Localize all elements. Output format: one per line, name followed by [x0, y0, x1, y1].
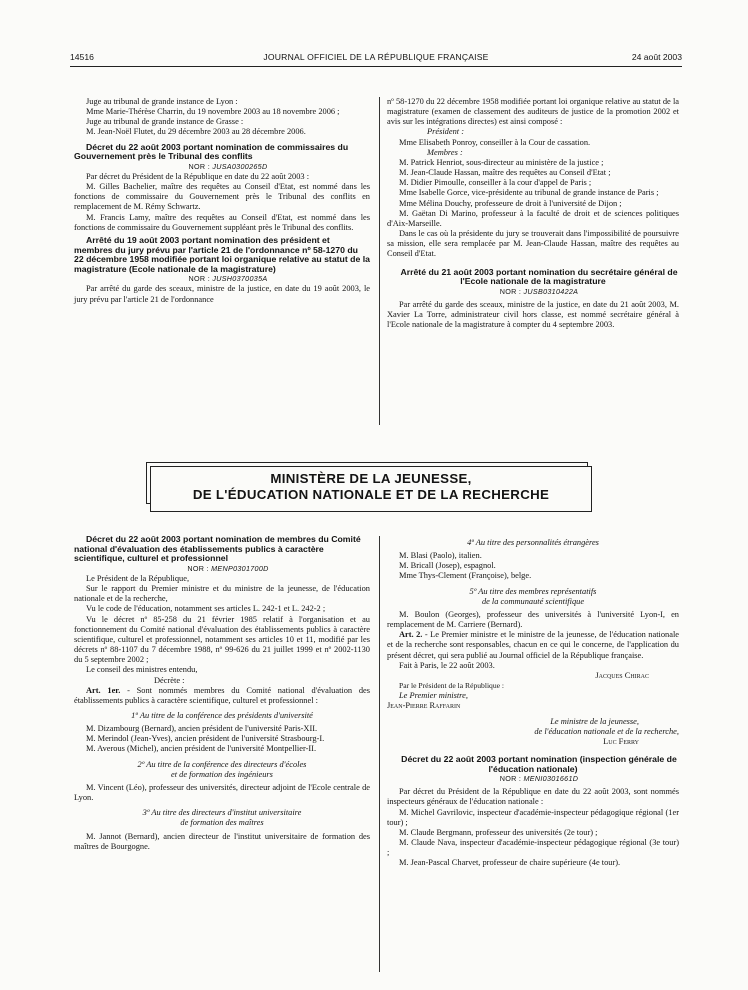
signature-raffarin: Jean-Pierre Raffarin — [387, 701, 461, 711]
label-president: Président : — [427, 127, 464, 137]
member-line: Mme Mélina Douchy, professeure de droit à l'université de Dijon ; — [399, 198, 622, 208]
nor-reference: NOR : MENP0301700D — [187, 563, 269, 573]
decree-title: Décret du 22 août 2003 portant nomination de membres du Comité national d'évaluation des établissements publics à caractère scientifique, culturel et professionnel — [74, 534, 361, 564]
member-line: M. Bricall (Josep), espagnol. — [399, 561, 496, 571]
member-line: M. Boulon (Georges), professeur des universités à l'université Lyon-I, en remplacement de M. Carriere (Bernard). — [387, 609, 679, 630]
paragraph: Par arrêté du garde des sceaux, ministre de la justice, en date du 21 août 2003, M. Xavier La Torre, administrateur civil hors classe, est nommé secrétaire général à l'Ecole nationale de la magistrature à compter du 4 septembre 2003. — [387, 299, 679, 330]
section-heading: 1º Au titre de la conférence des présidents d'université — [131, 710, 313, 720]
member-line: M. Jean-Claude Hassan, maître des requêtes au Conseil d'Etat ; — [399, 168, 611, 178]
premier-ministre-title: Le Premier ministre, — [399, 691, 468, 701]
decree-title: Arrêté du 19 août 2003 portant nomination des président et membres du jury prévu par l'article 21 de l'ordonnance nº 58-1270 du 22 décembre 1958 modifiée portant loi organique relative au statut de la magistrature (Ecole nationale de la magistrature) — [74, 234, 370, 274]
issue-date: 24 août 2003 — [631, 52, 682, 62]
text-line: Mme Marie-Thérèse Charrin, du 19 novembre 2003 au 18 novembre 2006 ; — [86, 107, 340, 117]
decree-title: Décret du 22 août 2003 portant nomination (inspection générale de l'éducation nationale) — [401, 753, 677, 774]
paragraph: Le Président de la République, — [86, 573, 190, 583]
top-left-column — [74, 97, 370, 305]
ministre-title-1: Le ministre de la jeunesse, — [550, 716, 639, 726]
member-line: M. Merindol (Jean-Yves), ancien président de l'université Strasbourg-I. — [86, 734, 325, 744]
paragraph: Vu le décret nº 85-258 du 21 février 1985 relatif à l'organisation et au fonctionnement du Comité national d'évaluation des établissements publics à caractère scientifique, culturel et professionnel, notamment ses articles 10 et 11, modifié par les décrets nº 88-1107 du 7 décembre 1988, nº 99-626 du 21 juillet 1999 et nº 2002-1130 du 5 septembre 2002 ; — [74, 614, 370, 665]
bottom-right-column — [387, 538, 679, 869]
ministry-line-1: MINISTÈRE DE LA JEUNESSE, — [270, 471, 472, 486]
section-heading: de la communauté scientifique — [481, 596, 585, 606]
member-line: M. Averous (Michel), ancien président de l'université Montpellier-II. — [86, 744, 317, 754]
article-2: Art. 2. - Le Premier ministre et le ministre de la jeunesse, de l'éducation nationale et de la recherche sont responsables, chacun en ce qui le concerne, de l'application du présent décret, qui sera publié au Journal officiel de la République française. — [387, 630, 679, 660]
decrete: Décrète : — [154, 675, 185, 685]
page-number: 14516 — [70, 52, 94, 62]
paragraph: Par arrêté du garde des sceaux, ministre de la justice, en date du 19 août 2003, le jury prévu par l'article 21 de l'ordonnance — [74, 284, 370, 304]
section-heading: de formation des maîtres — [180, 818, 264, 828]
decree-title: Décret du 22 août 2003 portant nomination de commissaires du Gouvernement près le Tribunal des conflits — [74, 141, 349, 162]
member-line: Mme Isabelle Gorce, vice-présidente au tribunal de grande instance de Paris ; — [399, 188, 659, 198]
section-heading: 4º Au titre des personnalités étrangères — [467, 538, 599, 547]
section-heading: 2º Au titre de la conférence des directeurs d'écoles — [137, 759, 307, 769]
member-line: M. Jannot (Bernard), ancien directeur de l'institut universitaire de formation des maîtres de Bourgogne. — [74, 831, 370, 851]
decree-title: Arrêté du 21 août 2003 portant nomination du secrétaire général de l'Ecole nationale de la magistrature — [400, 266, 678, 287]
section-heading: et de formation des ingénieurs — [171, 769, 273, 779]
signature-chirac: Jacques Chirac — [595, 670, 649, 680]
header-rule — [70, 66, 682, 67]
journal-title: JOURNAL OFFICIEL DE LA RÉPUBLIQUE FRANÇAISE — [263, 52, 489, 62]
member-line: M. Claude Nava, inspecteur d'académie-inspecteur pédagogique régional (3e tour) ; — [387, 838, 679, 858]
column-divider-bottom — [379, 536, 380, 972]
ministry-line-2: DE L'ÉDUCATION NATIONALE ET DE LA RECHERCHE — [192, 487, 550, 502]
fait-a-paris: Fait à Paris, le 22 août 2003. — [399, 660, 495, 670]
article-1: Art. 1er. - Sont nommés membres du Comité national d'évaluation des établissements publics à caractère scientifique, culturel et professionnel : — [74, 685, 371, 705]
paragraph: Par décret du Président de la République en date du 22 août 2003 : — [86, 171, 310, 181]
paragraph: Le conseil des ministres entendu, — [86, 665, 198, 675]
member-line: M. Vincent (Léo), professeur des universités, directeur adjoint de l'Ecole centrale de Lyon. — [74, 782, 370, 803]
nor-reference: NOR : JUSH0370035A — [188, 274, 268, 284]
nor-reference: NOR : JUSB0310422A — [499, 286, 579, 296]
member-line: M. Blasi (Paolo), italien. — [399, 551, 482, 561]
member-line: M. Gaëtan Di Marino, professeur à la faculté de droit et de sciences politiques d'Aix-Marseille. — [387, 208, 679, 228]
paragraph: Par décret du Président de la République en date du 22 août 2003, sont nommés inspecteurs généraux de l'éducation nationale : — [387, 787, 679, 807]
column-divider-top — [379, 97, 380, 425]
member-line: M. Didier Pimoulle, conseiller à la cour d'appel de Paris ; — [399, 178, 592, 188]
par-le-president: Par le Président de la République : — [399, 681, 505, 691]
member-line: M. Dizambourg (Bernard), ancien président de l'université Paris-XII. — [86, 724, 318, 734]
paragraph: M. Gilles Bachelier, maître des requêtes au Conseil d'Etat, est nommé dans les fonctions de commissaire du Gouvernement près le Tribunal des conflits en remplacement de M. Rémy Schwartz. — [74, 182, 370, 212]
paragraph: M. Francis Lamy, maître des requêtes au Conseil d'Etat, est nommé dans les fonctions de commissaire du Gouvernement suppléant près le Tribunal des conflits. — [74, 212, 370, 232]
top-right-column — [387, 97, 679, 330]
signature-ferry: Luc Ferry — [603, 736, 639, 746]
text-line: Juge au tribunal de grande instance de Lyon : — [86, 97, 238, 106]
paragraph: nº 58-1270 du 22 décembre 1958 modifiée portant loi organique relative au statut de la magistrature (examen de classement des auditeurs de justice de la promotion 2002 et avis sur les intégrations directes) est ainsi composé : — [387, 97, 679, 127]
section-heading: 3º Au titre des directeurs d'institut universitaire — [142, 808, 302, 818]
member-line: M. Jean-Pascal Charvet, professeur de chaire supérieure (4e tour). — [399, 858, 621, 868]
text-line: Juge au tribunal de grande instance de Grasse : — [86, 117, 244, 127]
ministre-title-2: de l'éducation nationale et de la recherche, — [534, 726, 679, 736]
paragraph: Vu le code de l'éducation, notamment ses articles L. 242-1 et L. 242-2 ; — [86, 604, 326, 614]
nor-reference: NOR : MENI0301661D — [499, 774, 579, 784]
page-header — [70, 52, 682, 66]
text-line: M. Jean-Noël Flutet, du 29 décembre 2003 au 28 décembre 2006. — [86, 127, 306, 137]
label-members: Membres : — [427, 147, 463, 157]
member-line: M. Michel Gavrilovic, inspecteur d'académie-inspecteur pédagogique régional (1er tour) ; — [387, 807, 679, 827]
member-line: M. Claude Bergmann, professeur des universités (2e tour) ; — [399, 827, 598, 837]
paragraph: Sur le rapport du Premier ministre et du ministre de la jeunesse, de l'éducation nationale et de la recherche, — [74, 584, 370, 604]
paragraph: Dans le cas où la présidente du jury se trouverait dans l'impossibilité de poursuivre sa mission, elle sera remplacée par M. Jean-Claude Hassan, maître des requêtes au Conseil d'Etat. — [387, 229, 679, 259]
bottom-left-column — [74, 535, 370, 852]
ministry-banner — [150, 466, 592, 512]
nor-reference: NOR : JUSA0300265D — [188, 161, 268, 171]
section-heading: 5º Au titre des membres représentatifs — [469, 586, 597, 596]
member-line: Mme Thys-Clement (Françoise), belge. — [399, 571, 532, 581]
paragraph: Mme Elisabeth Ponroy, conseiller à la Cour de cassation. — [399, 137, 591, 147]
member-line: M. Patrick Henriot, sous-directeur au ministère de la justice ; — [399, 157, 604, 167]
